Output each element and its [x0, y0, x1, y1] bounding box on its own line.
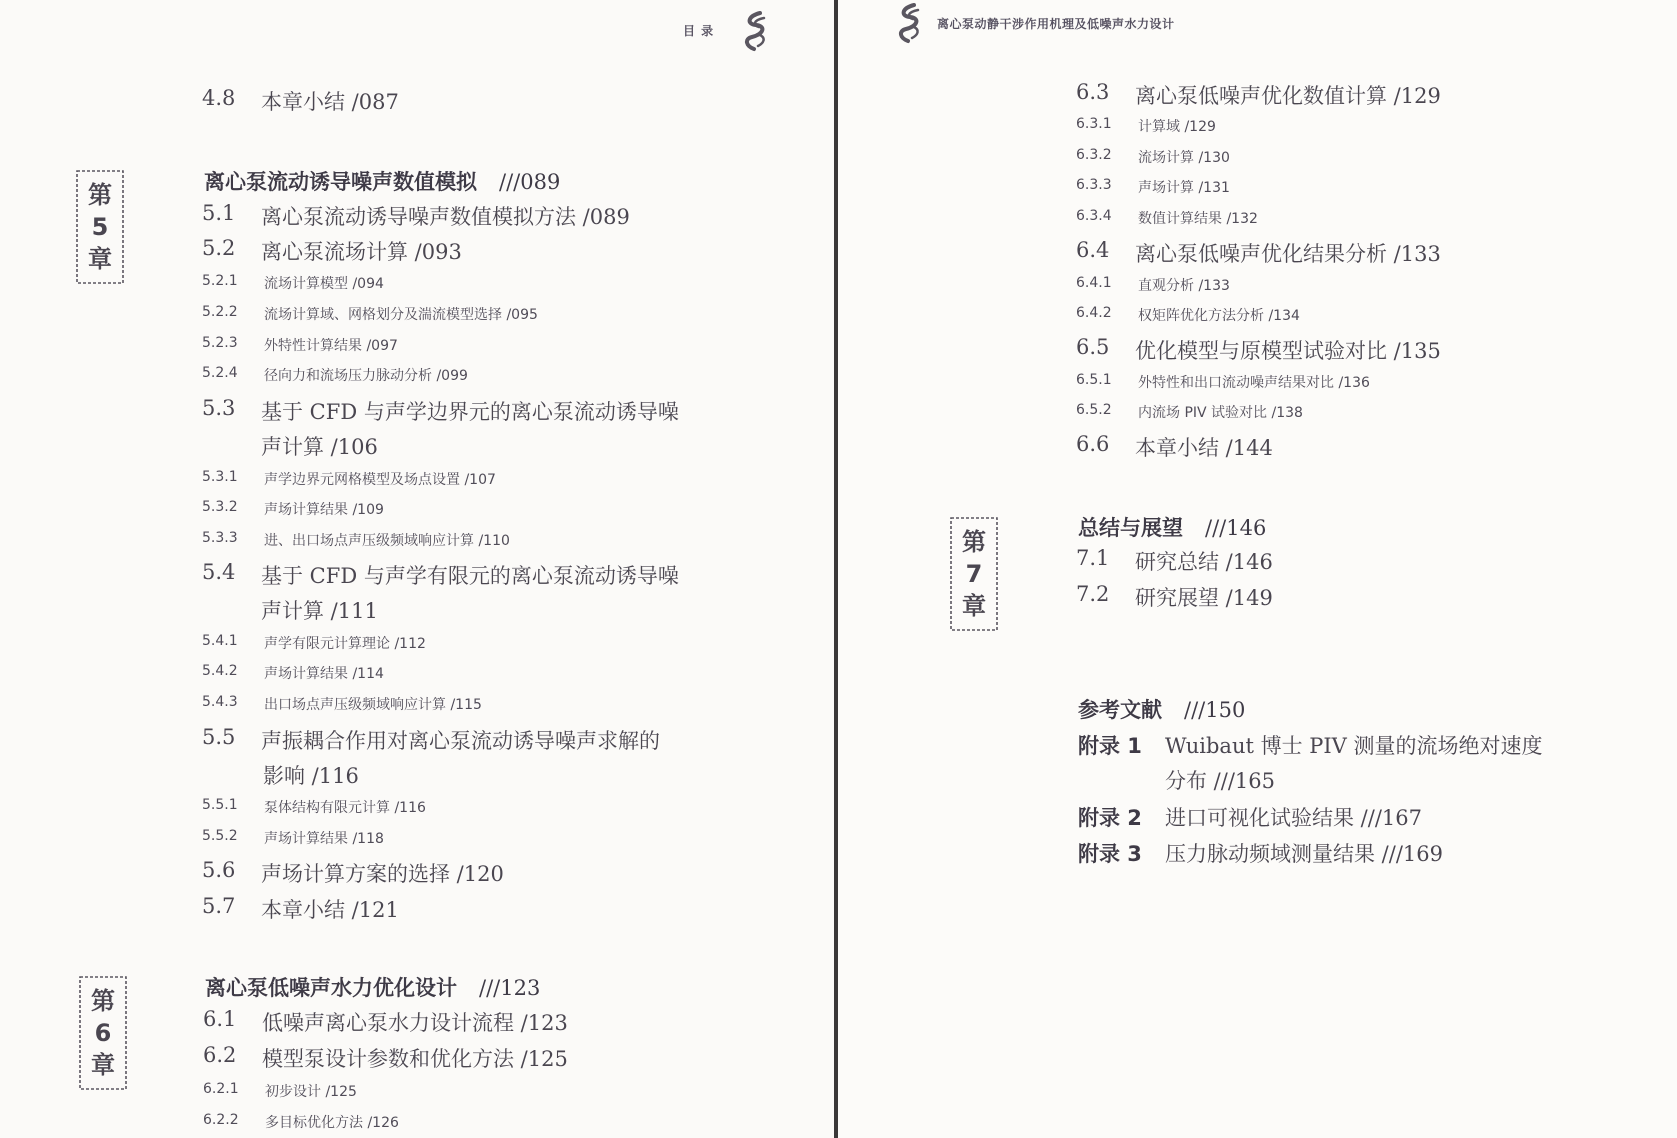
entry-number: 6.3.4 — [1076, 208, 1112, 224]
chapter-title[interactable] — [1078, 512, 1266, 542]
publisher-logo-icon — [740, 10, 770, 52]
entry-text: 离心泵流场计算 /093 — [261, 240, 462, 264]
entry-text: 声振耦合作用对离心泵流动诱导噪声求解的 — [261, 729, 660, 753]
entry-number: 6.6 — [1076, 432, 1110, 456]
entry-number: 6.5.1 — [1076, 372, 1112, 388]
chapter-title-text: 离心泵低噪声水力优化设计 — [205, 976, 457, 1000]
entry-number: 7.1 — [1076, 546, 1110, 570]
entry-text: 进、出口场点声压级频域响应计算 /110 — [264, 533, 510, 549]
entry-number: 5.6 — [202, 858, 236, 882]
entry-number: 5.4 — [202, 560, 236, 584]
badge-number: 6 — [94, 1019, 112, 1047]
entry-number: 5.7 — [202, 894, 236, 918]
chapter-title-text: 总结与展望 — [1078, 516, 1183, 540]
entry-number: 6.2 — [203, 1043, 237, 1067]
entry-text: 计算域 /129 — [1138, 119, 1216, 135]
entry-text: 模型泵设计参数和优化方法 /125 — [262, 1047, 568, 1071]
references-title[interactable] — [1078, 694, 1245, 724]
publisher-logo-icon — [894, 2, 924, 44]
entry-number: 6.4.2 — [1076, 305, 1112, 321]
entry-text: 声场计算结果 /109 — [264, 502, 384, 518]
entry-text: 径向力和流场压力脉动分析 /099 — [264, 368, 468, 384]
entry-text: 优化模型与原模型试验对比 /135 — [1135, 339, 1441, 363]
entry-text: 基于 CFD 与声学有限元的离心泵流动诱导噪 — [261, 564, 679, 588]
entry-text: 出口场点声压级频域响应计算 /115 — [264, 697, 482, 713]
entry-text: 声场计算方案的选择 /120 — [261, 862, 504, 886]
entry-number: 5.5.1 — [202, 797, 238, 813]
entry-number: 6.3.1 — [1076, 116, 1112, 132]
entry-text: 泵体结构有限元计算 /116 — [264, 800, 426, 816]
entry-text: 流场计算域、网格划分及湍流模型选择 /095 — [264, 307, 538, 323]
entry-text: Wuibaut 博士 PIV 测量的流场绝对速度 — [1165, 734, 1543, 758]
entry-number: 5.5 — [202, 725, 236, 749]
entry-text: 内流场 PIV 试验对比 /138 — [1138, 405, 1303, 421]
entry-number: 5.2 — [202, 236, 236, 260]
entry-number: 6.3.2 — [1076, 147, 1112, 163]
entry-number: 5.3.3 — [202, 530, 238, 546]
entry-number: 6.2.2 — [203, 1112, 239, 1128]
chapter-badge — [77, 974, 129, 1092]
entry-text: 声场计算结果 /118 — [264, 831, 384, 847]
entry-text: 多目标优化方法 /126 — [265, 1115, 399, 1131]
entry-text: 初步设计 /125 — [265, 1084, 357, 1100]
entry-text: 流场计算模型 /094 — [264, 276, 384, 292]
badge-number: 7 — [965, 560, 983, 588]
entry-text-continued: 分布 ///165 — [1165, 769, 1275, 793]
running-header-left: 目 录 — [683, 24, 715, 38]
entry-text: 研究总结 /146 — [1135, 550, 1273, 574]
entry-number: 5.4.2 — [202, 663, 238, 679]
chapter-page: ///150 — [1184, 698, 1246, 722]
entry-number: 6.4 — [1076, 238, 1110, 262]
entry-text: 进口可视化试验结果 ///167 — [1165, 806, 1422, 830]
right-page — [838, 0, 1677, 1138]
chapter-title[interactable] — [205, 972, 540, 1002]
appendix-number: 附录 1 — [1078, 734, 1142, 758]
entry-text: 直观分析 /133 — [1138, 278, 1230, 294]
entry-number: 5.2.3 — [202, 335, 238, 351]
entry-number: 6.4.1 — [1076, 275, 1112, 291]
entry-text: 本章小结 /087 — [261, 90, 399, 114]
entry-number: 5.3 — [202, 396, 236, 420]
badge-char-top: 第 — [962, 528, 986, 556]
entry-text-continued: 影响 /116 — [263, 764, 359, 788]
badge-char-bottom: 章 — [88, 245, 112, 273]
entry-text-continued: 声计算 /111 — [261, 599, 378, 623]
chapter-title-text: 离心泵流动诱导噪声数值模拟 — [204, 170, 477, 194]
entry-text: 压力脉动频域测量结果 ///169 — [1165, 842, 1443, 866]
entry-text: 数值计算结果 /132 — [1138, 211, 1258, 227]
entry-number: 6.3.3 — [1076, 177, 1112, 193]
entry-text: 基于 CFD 与声学边界元的离心泵流动诱导噪 — [261, 400, 679, 424]
entry-number: 6.1 — [203, 1007, 237, 1031]
entry-text: 本章小结 /144 — [1135, 436, 1273, 460]
entry-text: 声学有限元计算理论 /112 — [264, 636, 426, 652]
entry-text: 流场计算 /130 — [1138, 150, 1230, 166]
entry-text: 外特性和出口流动噪声结果对比 /136 — [1138, 375, 1370, 391]
entry-text: 低噪声离心泵水力设计流程 /123 — [262, 1011, 568, 1035]
entry-text: 离心泵流动诱导噪声数值模拟方法 /089 — [261, 205, 630, 229]
entry-number: 5.3.2 — [202, 499, 238, 515]
appendix-number: 附录 2 — [1078, 806, 1142, 830]
running-header-right: 离心泵动静干涉作用机理及低噪声水力设计 — [937, 17, 1175, 31]
entry-text: 声场计算结果 /114 — [264, 666, 384, 682]
entry-number: 5.2.1 — [202, 273, 238, 289]
entry-number: 7.2 — [1076, 582, 1110, 606]
entry-text: 本章小结 /121 — [261, 898, 399, 922]
entry-text: 外特性计算结果 /097 — [264, 338, 398, 354]
entry-number: 5.1 — [202, 201, 236, 225]
left-page — [0, 0, 836, 1138]
entry-text: 权矩阵优化方法分析 /134 — [1138, 308, 1300, 324]
entry-number: 6.3 — [1076, 80, 1110, 104]
entry-number: 6.2.1 — [203, 1081, 239, 1097]
entry-text: 离心泵低噪声优化结果分析 /133 — [1135, 242, 1441, 266]
entry-number: 5.5.2 — [202, 828, 238, 844]
chapter-title[interactable] — [204, 166, 560, 196]
badge-number: 5 — [91, 213, 109, 241]
entry-number: 6.5.2 — [1076, 402, 1112, 418]
chapter-badge — [74, 168, 126, 286]
entry-text: 离心泵低噪声优化数值计算 /129 — [1135, 84, 1441, 108]
chapter-page: ///146 — [1205, 516, 1267, 540]
entry-text: 研究展望 /149 — [1135, 586, 1273, 610]
badge-char-bottom: 章 — [91, 1051, 115, 1079]
entry-number: 5.2.2 — [202, 304, 238, 320]
entry-text: 声场计算 /131 — [1138, 180, 1230, 196]
chapter-badge — [948, 515, 1000, 633]
entry-text-continued: 声计算 /106 — [261, 435, 378, 459]
entry-text: 声学边界元网格模型及场点设置 /107 — [264, 472, 496, 488]
appendix-number: 附录 3 — [1078, 842, 1142, 866]
chapter-title-text: 参考文献 — [1078, 698, 1162, 722]
entry-number: 5.3.1 — [202, 469, 238, 485]
entry-number: 5.2.4 — [202, 365, 238, 381]
badge-char-top: 第 — [88, 181, 112, 209]
entry-number: 6.5 — [1076, 335, 1110, 359]
entry-number: 5.4.1 — [202, 633, 238, 649]
badge-char-bottom: 章 — [962, 592, 986, 620]
chapter-page: ///089 — [499, 170, 561, 194]
badge-char-top: 第 — [91, 987, 115, 1015]
entry-number: 4.8 — [202, 86, 236, 110]
entry-number: 5.4.3 — [202, 694, 238, 710]
chapter-page: ///123 — [479, 976, 541, 1000]
